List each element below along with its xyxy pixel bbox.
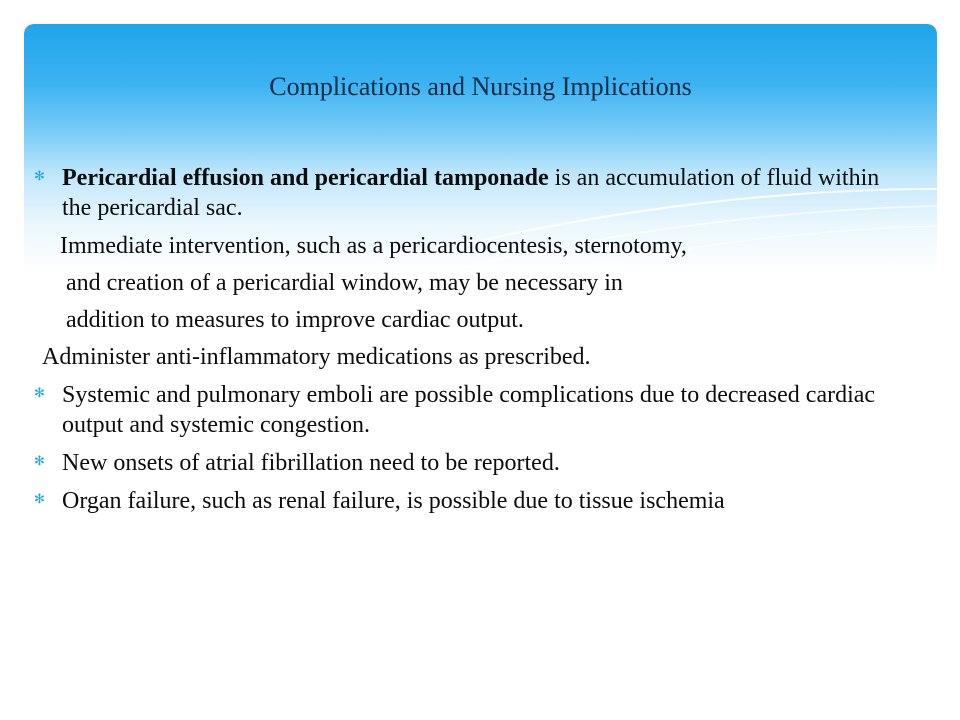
list-item-text (34, 163, 914, 223)
slide-title: Complications and Nursing Implications (269, 72, 692, 101)
bullet-icon: ✻ (34, 386, 45, 401)
slide-body (34, 163, 914, 516)
list-item (34, 380, 914, 440)
list-item (34, 486, 914, 516)
bold-term: Pericardial effusion and pericardial tamponade (62, 165, 549, 191)
text-line: and creation of a pericardial window, may be necessary in (66, 270, 623, 296)
list-item (34, 163, 914, 223)
list-item-text: New onsets of atrial fibrillation need to be reported. (62, 450, 560, 476)
bullet-icon: ✻ (34, 454, 45, 469)
text-line: Immediate intervention, such as a pericardiocentesis, sternotomy, (60, 233, 687, 259)
text-line: Administer anti-inflammatory medications as prescribed. (42, 344, 591, 370)
bullet-icon: ✻ (34, 492, 45, 507)
list-item (34, 448, 914, 478)
text-line: addition to measures to improve cardiac output. (66, 307, 524, 333)
list-item-text: Systemic and pulmonary emboli are possible complications due to decreased cardiac output and systemic congestion. (62, 382, 876, 438)
bullet-icon: ✻ (34, 169, 45, 184)
list-item-desc: is an accumulation of fluid within the pericardial sac. (62, 165, 880, 221)
list-item-text: Organ failure, such as renal failure, is possible due to tissue ischemia (62, 488, 725, 514)
